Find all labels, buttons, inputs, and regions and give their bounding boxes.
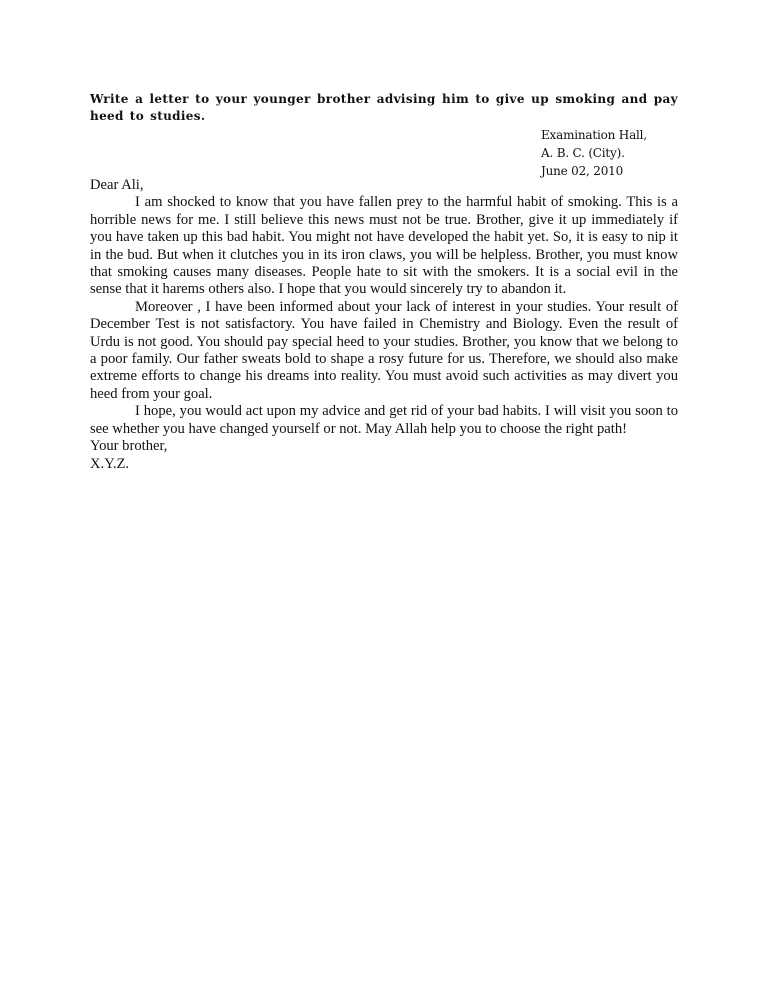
- address-line-place: Examination Hall,: [541, 128, 647, 142]
- question-heading: Write a letter to your younger brother advising him to give up smoking and pay heed to studies.: [90, 92, 678, 123]
- paragraph-closing: I hope, you would act upon my advice and get rid of your bad habits. I will visit you soon to see whether you have changed yourself or not. May Allah help you to choose the right path!: [90, 403, 678, 437]
- address-line-city: A. B. C. (City).: [541, 146, 625, 160]
- sender-address: [541, 126, 647, 180]
- paragraph-studies: Moreover , I have been informed about your lack of interest in your studies. Your result of December Test is not satisfactory. You have failed in Chemistry and Biology. Even the result of Urdu is not good. You should pay special heed to your studies. Brother, you know that we belong to a poor family. Our father sweats bold to shape a rosy future for us. Therefore, we should also make extreme efforts to change his dreams into reality. You must avoid such activities as may divert you heed from your goal.: [90, 298, 678, 402]
- paragraph-smoking: I am shocked to know that you have fallen prey to the harmful habit of smoking. This is a horrible news for me. I still believe this news must not be true. Brother, give it up immediately if you have taken up this bad habit. You might not have developed the habit yet. So, it is easy to nip it in the bud. But when it clutches you in its iron claws, you will be helpless. Brother, you must know that smoking causes many diseases. People hate to sit with the smokers. It is a social evil in the sense that it harems others also. I hope that you would sincerely try to abandon it.: [90, 194, 678, 298]
- signature: X.Y.Z.: [90, 455, 130, 472]
- address-line-date: June 02, 2010: [541, 164, 624, 178]
- letter-body: [90, 177, 678, 473]
- closing-phrase: Your brother,: [90, 438, 168, 455]
- salutation: Dear Ali,: [90, 177, 144, 193]
